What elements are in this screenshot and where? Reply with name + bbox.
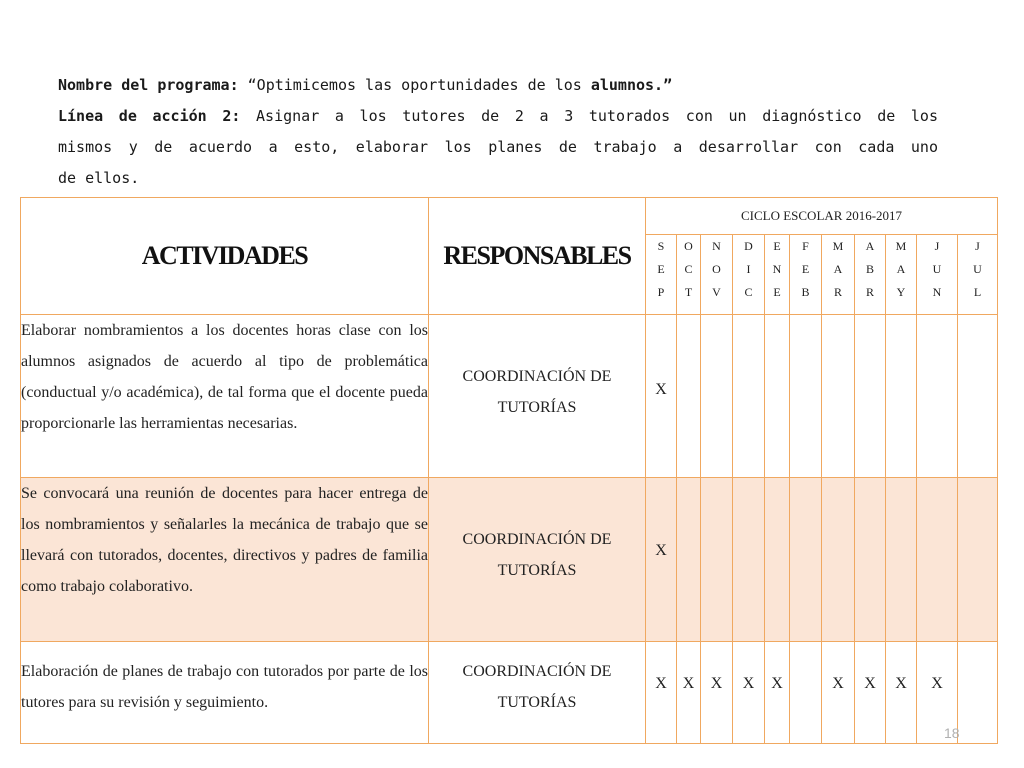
mark-cell — [886, 315, 917, 478]
month-letter: F — [802, 239, 809, 253]
month-letter: E — [801, 262, 810, 276]
mark-cell — [765, 315, 790, 478]
month-letter: N — [772, 262, 782, 276]
activity-table — [20, 197, 998, 744]
mark-cell — [790, 642, 822, 744]
month-letter: R — [865, 285, 874, 299]
responsible-line-1: COORDINACIÓN DE — [462, 531, 612, 548]
mark-cell — [855, 315, 886, 478]
month-letter: M — [895, 239, 907, 253]
month-letter: N — [932, 285, 942, 299]
month-letter: E — [773, 239, 781, 253]
month-letter: J — [975, 239, 980, 253]
month-header — [886, 235, 917, 315]
mark-cell: X — [677, 642, 701, 744]
program-name: “Optimicemos las oportunidades de los — [238, 76, 591, 94]
month-header — [701, 235, 733, 315]
month-letter: J — [934, 239, 940, 253]
month-header — [822, 235, 855, 315]
mark-cell — [677, 315, 701, 478]
month-letter: E — [773, 285, 781, 299]
month-letter: P — [657, 285, 665, 299]
mark-cell — [917, 315, 958, 478]
month-letter: R — [833, 285, 842, 299]
month-letter: I — [746, 262, 751, 276]
mark-cell — [733, 478, 765, 642]
responsible-line-2: TUTORÍAS — [497, 562, 577, 579]
month-letter: O — [684, 239, 693, 253]
action-line-label: Línea de acción 2: — [58, 107, 241, 125]
month-header — [790, 235, 822, 315]
month-header — [765, 235, 790, 315]
mark-cell — [958, 642, 998, 744]
month-letter: S — [657, 239, 665, 253]
month-header — [917, 235, 958, 315]
program-name-end: alumnos.” — [590, 76, 673, 94]
month-letter: E — [657, 262, 665, 276]
month-letter: U — [973, 262, 982, 276]
mark-cell — [886, 478, 917, 642]
responsible-cell — [429, 642, 646, 744]
mark-cell — [701, 478, 733, 642]
month-letter: O — [712, 262, 721, 276]
mark-cell: X — [646, 642, 677, 744]
month-letter: V — [712, 285, 721, 299]
month-header — [958, 235, 998, 315]
mark-cell — [917, 478, 958, 642]
month-header — [646, 235, 677, 315]
mark-cell: X — [733, 642, 765, 744]
month-letter: U — [932, 262, 942, 276]
cycle-header: CICLO ESCOLAR 2016-2017 — [646, 198, 998, 235]
mark-cell: X — [917, 642, 958, 744]
responsible-line-1: COORDINACIÓN DE — [462, 663, 612, 680]
mark-cell — [677, 478, 701, 642]
table-row — [21, 642, 998, 744]
program-label: Nombre del programa: — [58, 76, 239, 94]
responsible-line-2: TUTORÍAS — [497, 694, 577, 711]
month-header — [733, 235, 765, 315]
mark-cell: X — [886, 642, 917, 744]
mark-cell: X — [765, 642, 790, 744]
mark-cell — [822, 478, 855, 642]
action-line-text-1: Asignar a los tutores de 2 a 3 tutorados con un diagnóstico de los — [240, 107, 938, 125]
month-letter: B — [801, 285, 810, 299]
activity-cell: Elaboración de planes de trabajo con tutorados por parte de los tutores para su revisión y seguimiento. — [21, 642, 429, 744]
program-header — [58, 70, 938, 194]
mark-cell — [733, 315, 765, 478]
mark-cell — [855, 478, 886, 642]
month-letter: B — [865, 262, 874, 276]
responsible-cell — [429, 478, 646, 642]
action-line-3: de ellos. — [58, 169, 140, 187]
month-letter: C — [744, 285, 753, 299]
month-header — [677, 235, 701, 315]
mark-cell: X — [701, 642, 733, 744]
responsables-header: RESPONSABLES — [429, 198, 646, 315]
mark-cell — [701, 315, 733, 478]
month-header — [855, 235, 886, 315]
month-letter: C — [684, 262, 693, 276]
page-number: 18 — [944, 725, 960, 741]
mark-cell: X — [646, 478, 677, 642]
mark-cell — [790, 315, 822, 478]
month-letter: A — [865, 239, 875, 253]
month-letter: M — [832, 239, 844, 253]
activity-cell: Se convocará una reunión de docentes para hacer entrega de los nombramientos y señalarles la mecánica de trabajo que se llevará con tutorados, docentes, directivos y padres de familia como trabajo colaborativo. — [21, 478, 429, 642]
activities-header: ACTIVIDADES — [21, 198, 429, 315]
activity-cell: Elaborar nombramientos a los docentes horas clase con los alumnos asignados de acuerdo al tipo de problemática (conductual y/o académica), de tal forma que el docente pueda proporcionarle las herramientas necesarias. — [21, 315, 429, 478]
action-line-2: mismos y de acuerdo a esto, elaborar los planes de trabajo a desarrollar con cada uno — [58, 138, 938, 156]
program-name-line — [58, 70, 938, 101]
mark-cell — [958, 478, 998, 642]
month-letter: D — [744, 239, 753, 253]
mark-cell: X — [855, 642, 886, 744]
mark-cell — [790, 478, 822, 642]
month-letter: A — [896, 262, 906, 276]
responsible-cell — [429, 315, 646, 478]
mark-cell — [765, 478, 790, 642]
responsible-line-2: TUTORÍAS — [497, 399, 577, 416]
month-letter: N — [712, 239, 721, 253]
table-row — [21, 478, 998, 642]
action-line-1 — [58, 101, 938, 132]
month-letter: Y — [896, 285, 906, 299]
mark-cell — [822, 315, 855, 478]
responsible-line-1: COORDINACIÓN DE — [462, 368, 612, 385]
month-letter: T — [684, 285, 693, 299]
mark-cell: X — [646, 315, 677, 478]
table-row — [21, 315, 998, 478]
mark-cell: X — [822, 642, 855, 744]
month-letter: A — [833, 262, 843, 276]
mark-cell — [958, 315, 998, 478]
month-letter: L — [973, 285, 982, 299]
